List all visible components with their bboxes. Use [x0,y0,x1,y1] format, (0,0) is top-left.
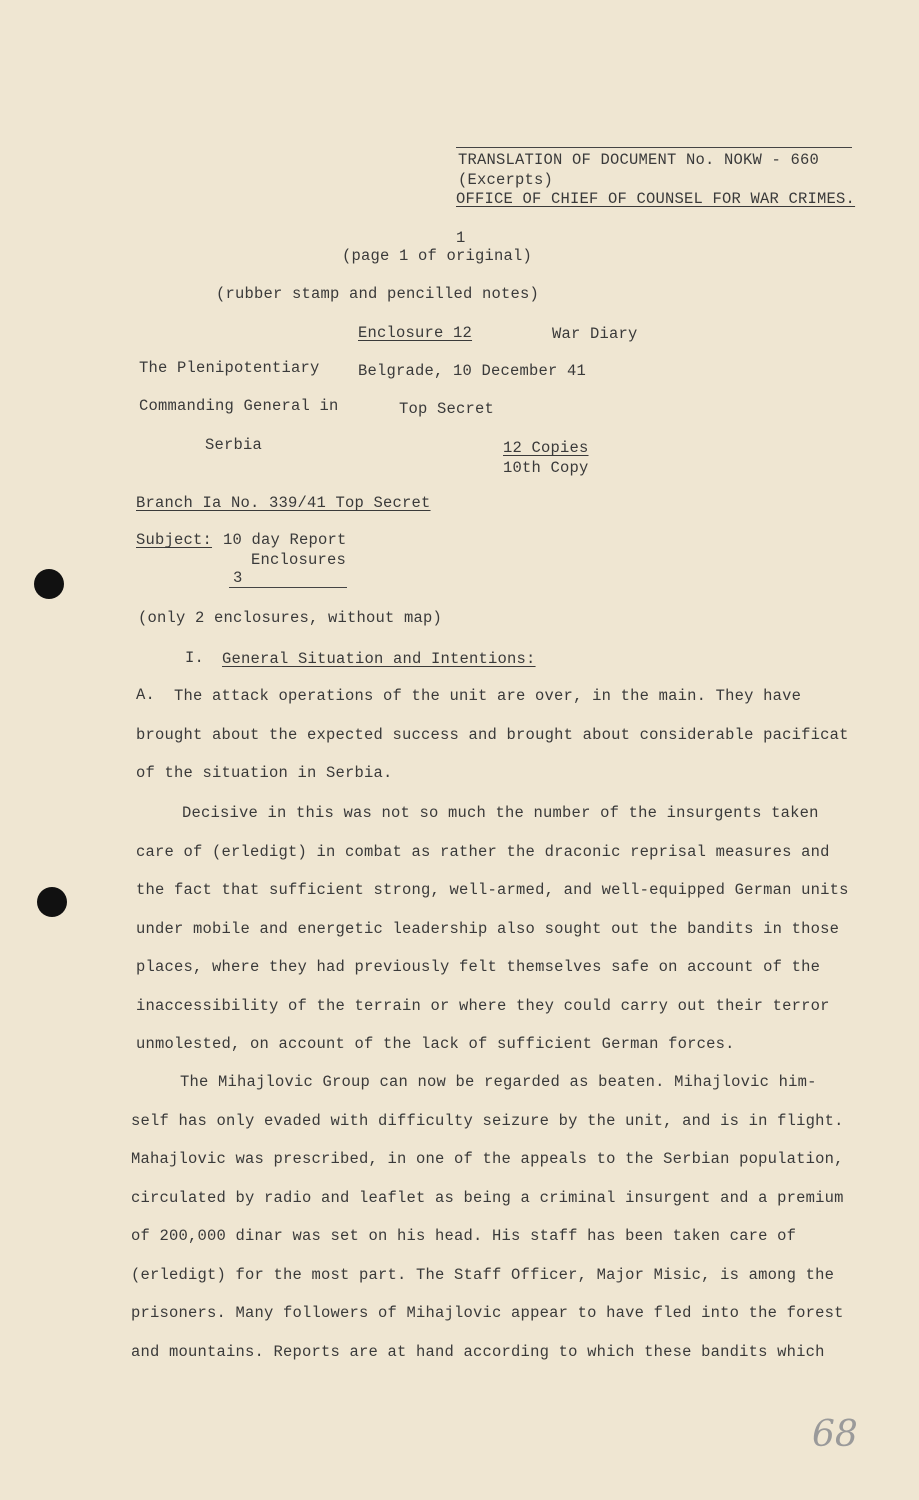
paragraph-line: under mobile and energetic leadership also sought out the bandits in those [136,919,840,938]
paragraph-line: The Mihajlovic Group can now be regarded as beaten. Mihajlovic him- [180,1073,817,1091]
enclosures-label: Enclosures [251,551,347,569]
subject-value: 10 day Report [223,531,347,549]
paragraph-a [136,686,849,802]
paragraph-a-line: of the situation in Serbia. [136,764,393,782]
header-top-rule [456,147,852,148]
handwritten-page-number: 68 [812,1414,858,1455]
paragraph-line: (erledigt) for the most part. The Staff Officer, Major Misic, is among the [131,1265,835,1284]
paragraph-line: Mahajlovic was prescribed, in one of the appeals to the Serbian population, [131,1150,844,1168]
branch-reference: Branch Ia No. 339/41 Top Secret [136,494,431,512]
sender-line-3: Serbia [205,436,263,454]
page-original-note: (page 1 of original) [342,247,533,265]
section-title: General Situation and Intentions: [222,650,536,668]
paragraph-line: unmolested, on account of the lack of sufficient German forces. [136,1035,735,1053]
sender-line-1: The Plenipotentiary [139,359,320,377]
paragraph-line: and mountains. Reports are at hand according to which these bandits which [131,1342,825,1361]
paragraph-line: care of (erledigt) in combat as rather the draconic reprisal measures and [136,842,830,861]
paragraph-a-label: A. [136,686,156,704]
header-translation-line: TRANSLATION OF DOCUMENT No. NOKW - 660 [458,151,820,169]
enclosure-label: Enclosure 12 [358,324,473,342]
header-office-line: OFFICE OF CHIEF OF COUNSEL FOR WAR CRIMES. [456,190,856,208]
paragraph-line: of 200,000 dinar was set on his head. His staff has been taken care of [131,1227,797,1245]
paragraph-line: self has only evaded with difficulty seizure by the unit, and is in flight. [131,1111,844,1130]
paragraph-a-line: The attack operations of the unit are over, in the main. They have [174,687,802,705]
paragraph-mihajlovic [131,1072,844,1380]
paragraph-line: circulated by radio and leaflet as being a criminal insurgent and a premium [131,1188,844,1207]
classification: Top Secret [399,400,495,418]
paragraph-line: prisoners. Many followers of Mihajlovic appear to have fled into the forest [131,1304,844,1322]
paragraph-line: places, where they had previously felt themselves safe on account of the [136,958,821,976]
page-number: 1 [456,229,466,247]
paragraph-line: Decisive in this was not so much the number of the insurgents taken [182,804,819,822]
enclosures-count: 3 [233,569,243,587]
enclosures-rule [229,587,347,588]
punch-hole-bottom [37,887,67,917]
copies-count: 12 Copies [503,439,589,457]
stamp-note: (rubber stamp and pencilled notes) [216,285,540,303]
paragraph-line: inaccessibility of the terrain or where they could carry out their terror [136,996,830,1015]
copy-number: 10th Copy [503,459,589,477]
section-number: I. [185,649,205,667]
war-diary-label: War Diary [552,325,638,343]
header-excerpts-line: (Excerpts) [458,171,554,189]
place-date: Belgrade, 10 December 41 [358,362,587,380]
punch-hole-top [34,569,64,599]
enclosures-note: (only 2 enclosures, without map) [138,609,443,627]
sender-line-2: Commanding General in [139,397,339,415]
subject-label: Subject: [136,531,213,549]
paragraph-a-line: brought about the expected success and brought about considerable pacificat [136,725,849,744]
paragraph-line: the fact that sufficient strong, well-armed, and well-equipped German units [136,881,849,899]
paragraph-decisive [136,803,849,1073]
